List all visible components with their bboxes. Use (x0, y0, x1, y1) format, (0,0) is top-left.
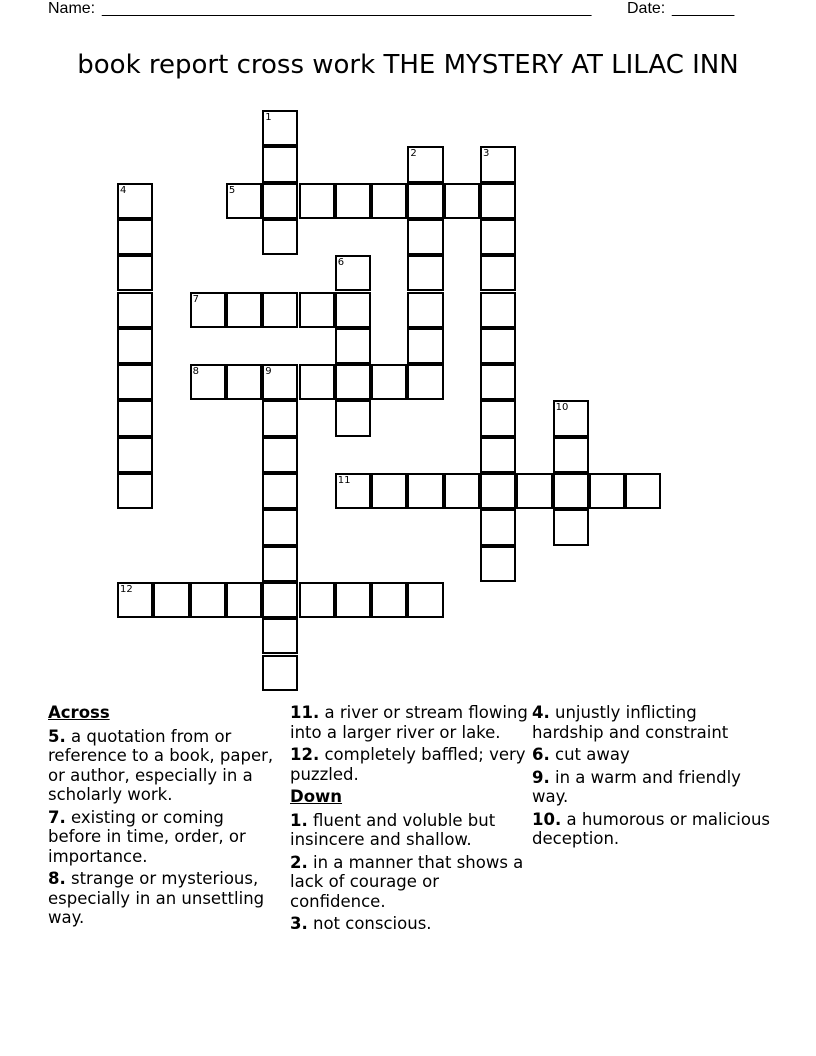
clue-across-11 (290, 703, 530, 742)
grid-cell[interactable] (625, 473, 661, 509)
grid-cell[interactable] (553, 509, 589, 545)
grid-cell[interactable] (371, 183, 407, 219)
grid-cell[interactable] (444, 473, 480, 509)
grid-cell[interactable] (190, 292, 226, 328)
grid-cell[interactable] (407, 183, 443, 219)
grid-cell[interactable] (262, 509, 298, 545)
grid-cell[interactable] (226, 364, 262, 400)
name-label: Name: (48, 0, 96, 17)
grid-cell[interactable] (335, 400, 371, 436)
cell-number: 7 (192, 293, 199, 305)
clue-across-8 (48, 869, 278, 928)
grid-cell[interactable] (190, 582, 226, 618)
cell-number: 2 (410, 148, 417, 160)
clues-column-1 (48, 703, 278, 931)
grid-cell[interactable] (226, 183, 262, 219)
grid-cell[interactable] (480, 219, 516, 255)
cell-number: 6 (337, 257, 345, 269)
grid-cell[interactable] (371, 582, 407, 618)
grid-cell[interactable] (407, 255, 443, 291)
page-title: book report cross work THE MYSTERY AT LILAC INN (77, 50, 739, 80)
clue-down-9 (532, 768, 772, 807)
grid-cell[interactable] (407, 219, 443, 255)
grid-cell[interactable] (480, 292, 516, 328)
grid-cell[interactable] (480, 400, 516, 436)
name-line: _______________________________________________________ (102, 0, 592, 17)
grid-cell[interactable] (262, 364, 298, 400)
grid-cell[interactable] (226, 292, 262, 328)
grid-cell[interactable] (262, 582, 298, 618)
grid-cell[interactable] (335, 473, 371, 509)
grid-cell[interactable] (299, 292, 335, 328)
clue-down-10 (532, 810, 772, 849)
grid-cell[interactable] (335, 183, 371, 219)
grid-cell[interactable] (335, 328, 371, 364)
clue-text: not conscious. (307, 914, 432, 933)
grid-cell[interactable] (553, 437, 589, 473)
grid-cell[interactable] (480, 546, 516, 582)
grid-cell[interactable] (480, 255, 516, 291)
clue-text: unjustly inflicting hardship and constraint (532, 703, 729, 742)
clue-text: a river or stream flowing into a larger river or lake. (290, 703, 528, 742)
clue-number: 6. (532, 745, 550, 764)
grid-cell[interactable] (407, 364, 443, 400)
clue-number: 2. (290, 852, 308, 872)
clue-text: in a warm and friendly way. (532, 767, 741, 806)
grid-cell[interactable] (371, 473, 407, 509)
date-label: Date: (627, 0, 666, 17)
grid-cell[interactable] (335, 292, 371, 328)
grid-cell[interactable] (262, 183, 298, 219)
grid-cell[interactable] (117, 328, 153, 364)
clue-number: 8. (48, 869, 66, 888)
grid-cell[interactable] (299, 364, 335, 400)
grid-cell[interactable] (262, 292, 298, 328)
grid-cell[interactable] (444, 183, 480, 219)
cell-number: 8 (192, 366, 199, 378)
cell-number: 12 (120, 583, 133, 595)
clue-number: 11. (290, 703, 320, 722)
grid-cell[interactable] (117, 219, 153, 255)
cell-number: 4 (120, 184, 127, 196)
clue-number: 4. (532, 703, 550, 722)
grid-cell[interactable] (589, 473, 625, 509)
clue-text: strange or mysterious, especially in an unsettling way. (48, 869, 265, 927)
clue-across-7 (48, 808, 278, 867)
clue-down-1 (290, 811, 530, 850)
cell-number: 3 (483, 148, 490, 160)
grid-cell[interactable] (480, 437, 516, 473)
clue-down-4 (532, 703, 772, 742)
clues-column-3 (532, 703, 772, 852)
grid-cell[interactable] (262, 400, 298, 436)
cell-number: 9 (265, 366, 272, 378)
clue-text: cut away (549, 745, 630, 764)
grid-cell[interactable] (299, 582, 335, 618)
grid-cell[interactable] (262, 546, 298, 582)
grid-cell[interactable] (262, 473, 298, 509)
grid-cell[interactable] (553, 473, 589, 509)
clue-number: 9. (532, 767, 550, 787)
grid-cell[interactable] (335, 364, 371, 400)
clue-number: 10. (532, 809, 562, 829)
clue-text: a humorous or malicious deception. (532, 809, 771, 848)
grid-cell[interactable] (190, 364, 226, 400)
clue-text: a quotation from or reference to a book, paper, or author, especially in a scholarly work. (48, 726, 274, 804)
grid-cell[interactable] (117, 582, 153, 618)
grid-cell[interactable] (480, 183, 516, 219)
grid-cell[interactable] (407, 582, 443, 618)
grid-cell[interactable] (371, 364, 407, 400)
grid-cell[interactable] (117, 473, 153, 509)
clue-down-3 (290, 914, 530, 934)
clues-column-2 (290, 703, 530, 937)
grid-cell[interactable] (262, 618, 298, 654)
grid-cell[interactable] (480, 473, 516, 509)
grid-cell[interactable] (407, 473, 443, 509)
grid-cell[interactable] (480, 146, 516, 182)
grid-cell[interactable] (226, 582, 262, 618)
clue-text: in a manner that shows a lack of courage or confidence. (290, 852, 524, 911)
clue-number: 1. (290, 810, 308, 830)
down-heading: Down (290, 787, 343, 806)
grid-cell[interactable] (299, 183, 335, 219)
grid-cell[interactable] (480, 328, 516, 364)
clue-across-5 (48, 727, 278, 805)
grid-cell[interactable] (516, 473, 552, 509)
clue-text: existing or coming before in time, order, or importance. (48, 807, 246, 866)
clue-number: 12. (290, 745, 320, 764)
clue-across-12 (290, 745, 530, 784)
grid-cell[interactable] (117, 437, 153, 473)
grid-cell[interactable] (262, 437, 298, 473)
clue-number: 7. (48, 807, 66, 827)
grid-cell[interactable] (117, 183, 153, 219)
date-line: _______ (672, 0, 735, 17)
grid-cell[interactable] (407, 292, 443, 328)
clue-down-6 (532, 745, 772, 765)
across-heading: Across (48, 703, 110, 722)
grid-cell[interactable] (153, 582, 189, 618)
grid-cell[interactable] (480, 364, 516, 400)
grid-cell[interactable] (117, 255, 153, 291)
clue-text: fluent and voluble but insincere and shallow. (290, 810, 496, 849)
grid-cell[interactable] (480, 509, 516, 545)
grid-cell[interactable] (335, 255, 371, 291)
clue-down-2 (290, 853, 530, 912)
grid-cell[interactable] (262, 146, 298, 182)
grid-cell[interactable] (262, 110, 298, 146)
grid-cell[interactable] (407, 146, 443, 182)
cell-number: 11 (337, 475, 351, 486)
cell-number: 10 (555, 402, 569, 414)
cell-number: 5 (228, 184, 236, 196)
grid-cell[interactable] (262, 219, 298, 255)
grid-cell[interactable] (117, 400, 153, 436)
clue-number: 3. (290, 914, 308, 933)
grid-cell[interactable] (117, 364, 153, 400)
cell-number: 1 (265, 112, 272, 123)
grid-cell[interactable] (335, 582, 371, 618)
clue-number: 5. (48, 726, 66, 746)
grid-cell[interactable] (117, 292, 153, 328)
grid-cell[interactable] (553, 400, 589, 436)
grid-cell[interactable] (262, 655, 298, 691)
grid-cell[interactable] (407, 328, 443, 364)
clue-text: completely baffled; very puzzled. (290, 745, 526, 784)
